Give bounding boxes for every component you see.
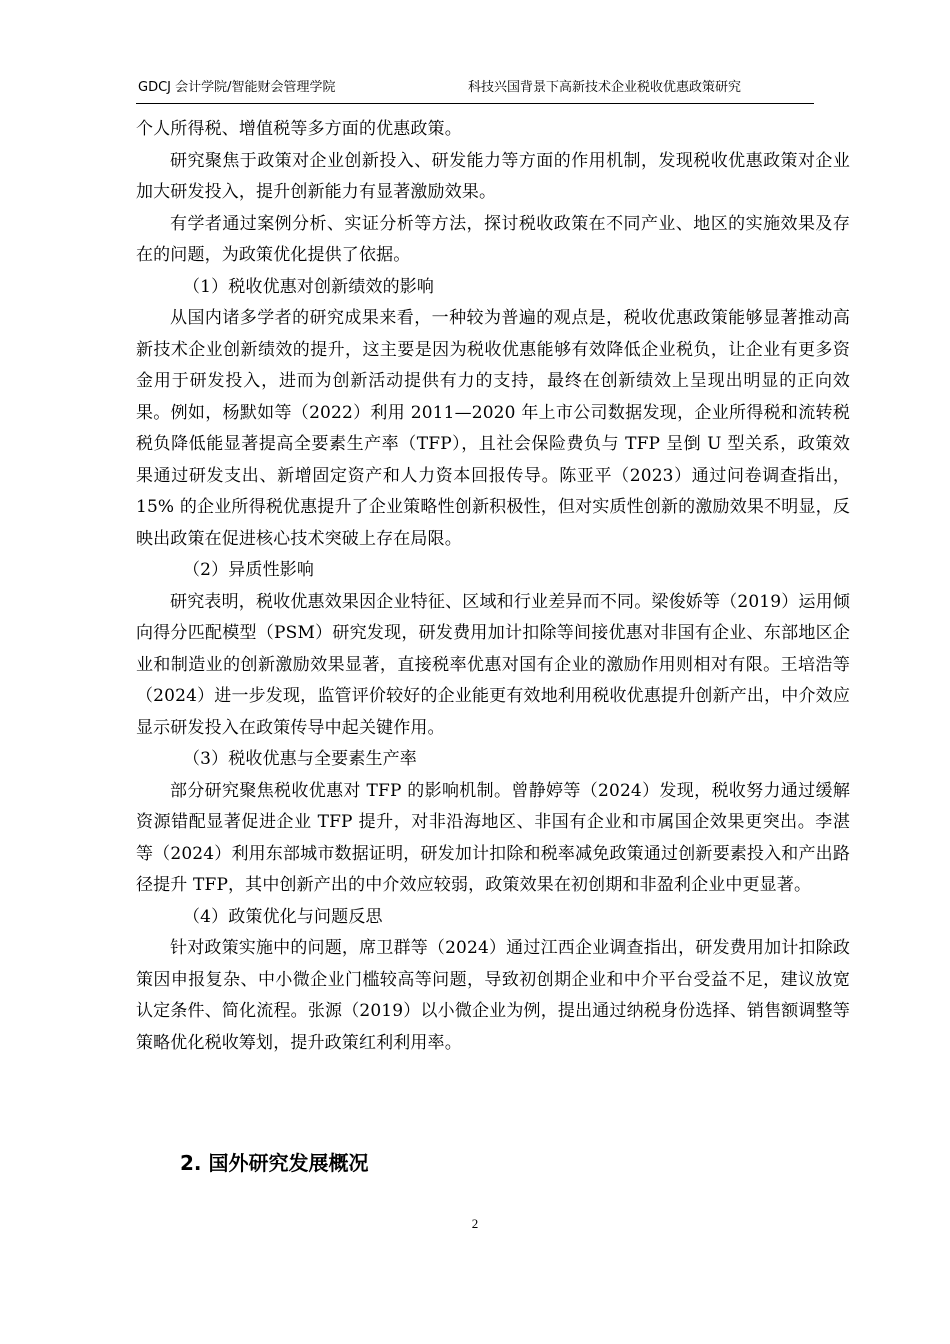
paragraph-7: 针对政策实施中的问题，席卫群等（2024）通过江西企业调查指出，研发费用加计扣除政策因申报复杂、中小微企业门槛较高等问题，导致初创期企业和中介平台受益不足，建议放宽认定条件、简化流程。张源（2019）以小微企业为例，提出通过纳税身份选择、销售额调整等策略优化税收筹划，提升政策红利利用率。 <box>136 938 850 1053</box>
subheading-policy-optimization: （4）政策优化与问题反思 <box>183 906 383 927</box>
header-divider <box>136 103 814 104</box>
subheading-heterogeneity: （2）异质性影响 <box>183 560 315 580</box>
page-number: 2 <box>471 1216 479 1231</box>
paragraph-6: 部分研究聚焦税收优惠对 TFP 的影响机制。曾静婷等（2024）发现，税收努力通过缓解资源错配显著促进企业 TFP 提升，对非沿海地区、非国有企业和市属国企效果更突出。李湛等（2024）利用东部城市数据证明，研发加计扣除和税率减免政策通过创新要素投入和产出路径提升 TFP，其中创新产出的中介效应较弱，政策效果在初创期和非盈利企业中更显著。 <box>136 780 850 895</box>
body-text <box>136 114 850 1059</box>
paragraph-2: 研究聚焦于政策对企业创新投入、研发能力等方面的作用机制，发现税收优惠政策对企业加大研发投入，提升创新能力有显著激励效果。 <box>136 150 850 202</box>
paragraph-4: 从国内诸多学者的研究成果来看，一种较为普遍的观点是，税收优惠政策能够显著推动高新技术企业创新绩效的提升，这主要是因为税收优惠能够有效降低企业税负，让企业有更多资金用于研发投入，进而为创新活动提供有力的支持，最终在创新绩效上呈现出明显的正向效果。例如，杨默如等（2022）利用 2011—2020 年上市公司数据发现，企业所得税和流转税税负降低能显著提高全要素生产率（TFP），且社会保险费负与 TFP 呈倒 U 型关系，政策效果通过研发支出、新增固定资产和人力资本回报传导。陈亚平（2023）通过问卷调查指出，15% 的企业所得税优惠提升了企业策略性创新积极性，但对实质性创新的激励效果不明显，反映出政策在促进核心技术突破上存在局限。 <box>136 308 850 549</box>
header-paper-title: 科技兴国背景下高新技术企业税收优惠政策研究 <box>468 80 742 95</box>
paragraph-5: 研究表明，税收优惠效果因企业特征、区域和行业差异而不同。梁俊娇等（2019）运用倾向得分匹配模型（PSM）研究发现，研发费用加计扣除等间接优惠对非国有企业、东部地区企业和制造业的创新激励效果显著，直接税率优惠对国有企业的激励作用则相对有限。王培浩等（2024）进一步发现，监管评价较好的企业能更有效地利用税收优惠提升创新产出，中介效应显示研发投入在政策传导中起关键作用。 <box>136 591 850 738</box>
paragraph-1: 个人所得税、增值税等多方面的优惠政策。 <box>136 119 462 139</box>
page-header <box>138 76 814 98</box>
subheading-tfp: （3）税收优惠与全要素生产率 <box>183 749 417 769</box>
section-heading: 2. 国外研究发展概况 <box>180 1151 369 1175</box>
paragraph-3: 有学者通过案例分析、实证分析等方法，探讨税收政策在不同产业、地区的实施效果及存在的问题，为政策优化提供了依据。 <box>136 213 850 265</box>
subheading-innovation-performance: （1）税收优惠对创新绩效的影响 <box>183 276 435 297</box>
header-institution: GDCJ 会计学院/智能财会管理学院 <box>138 80 336 95</box>
